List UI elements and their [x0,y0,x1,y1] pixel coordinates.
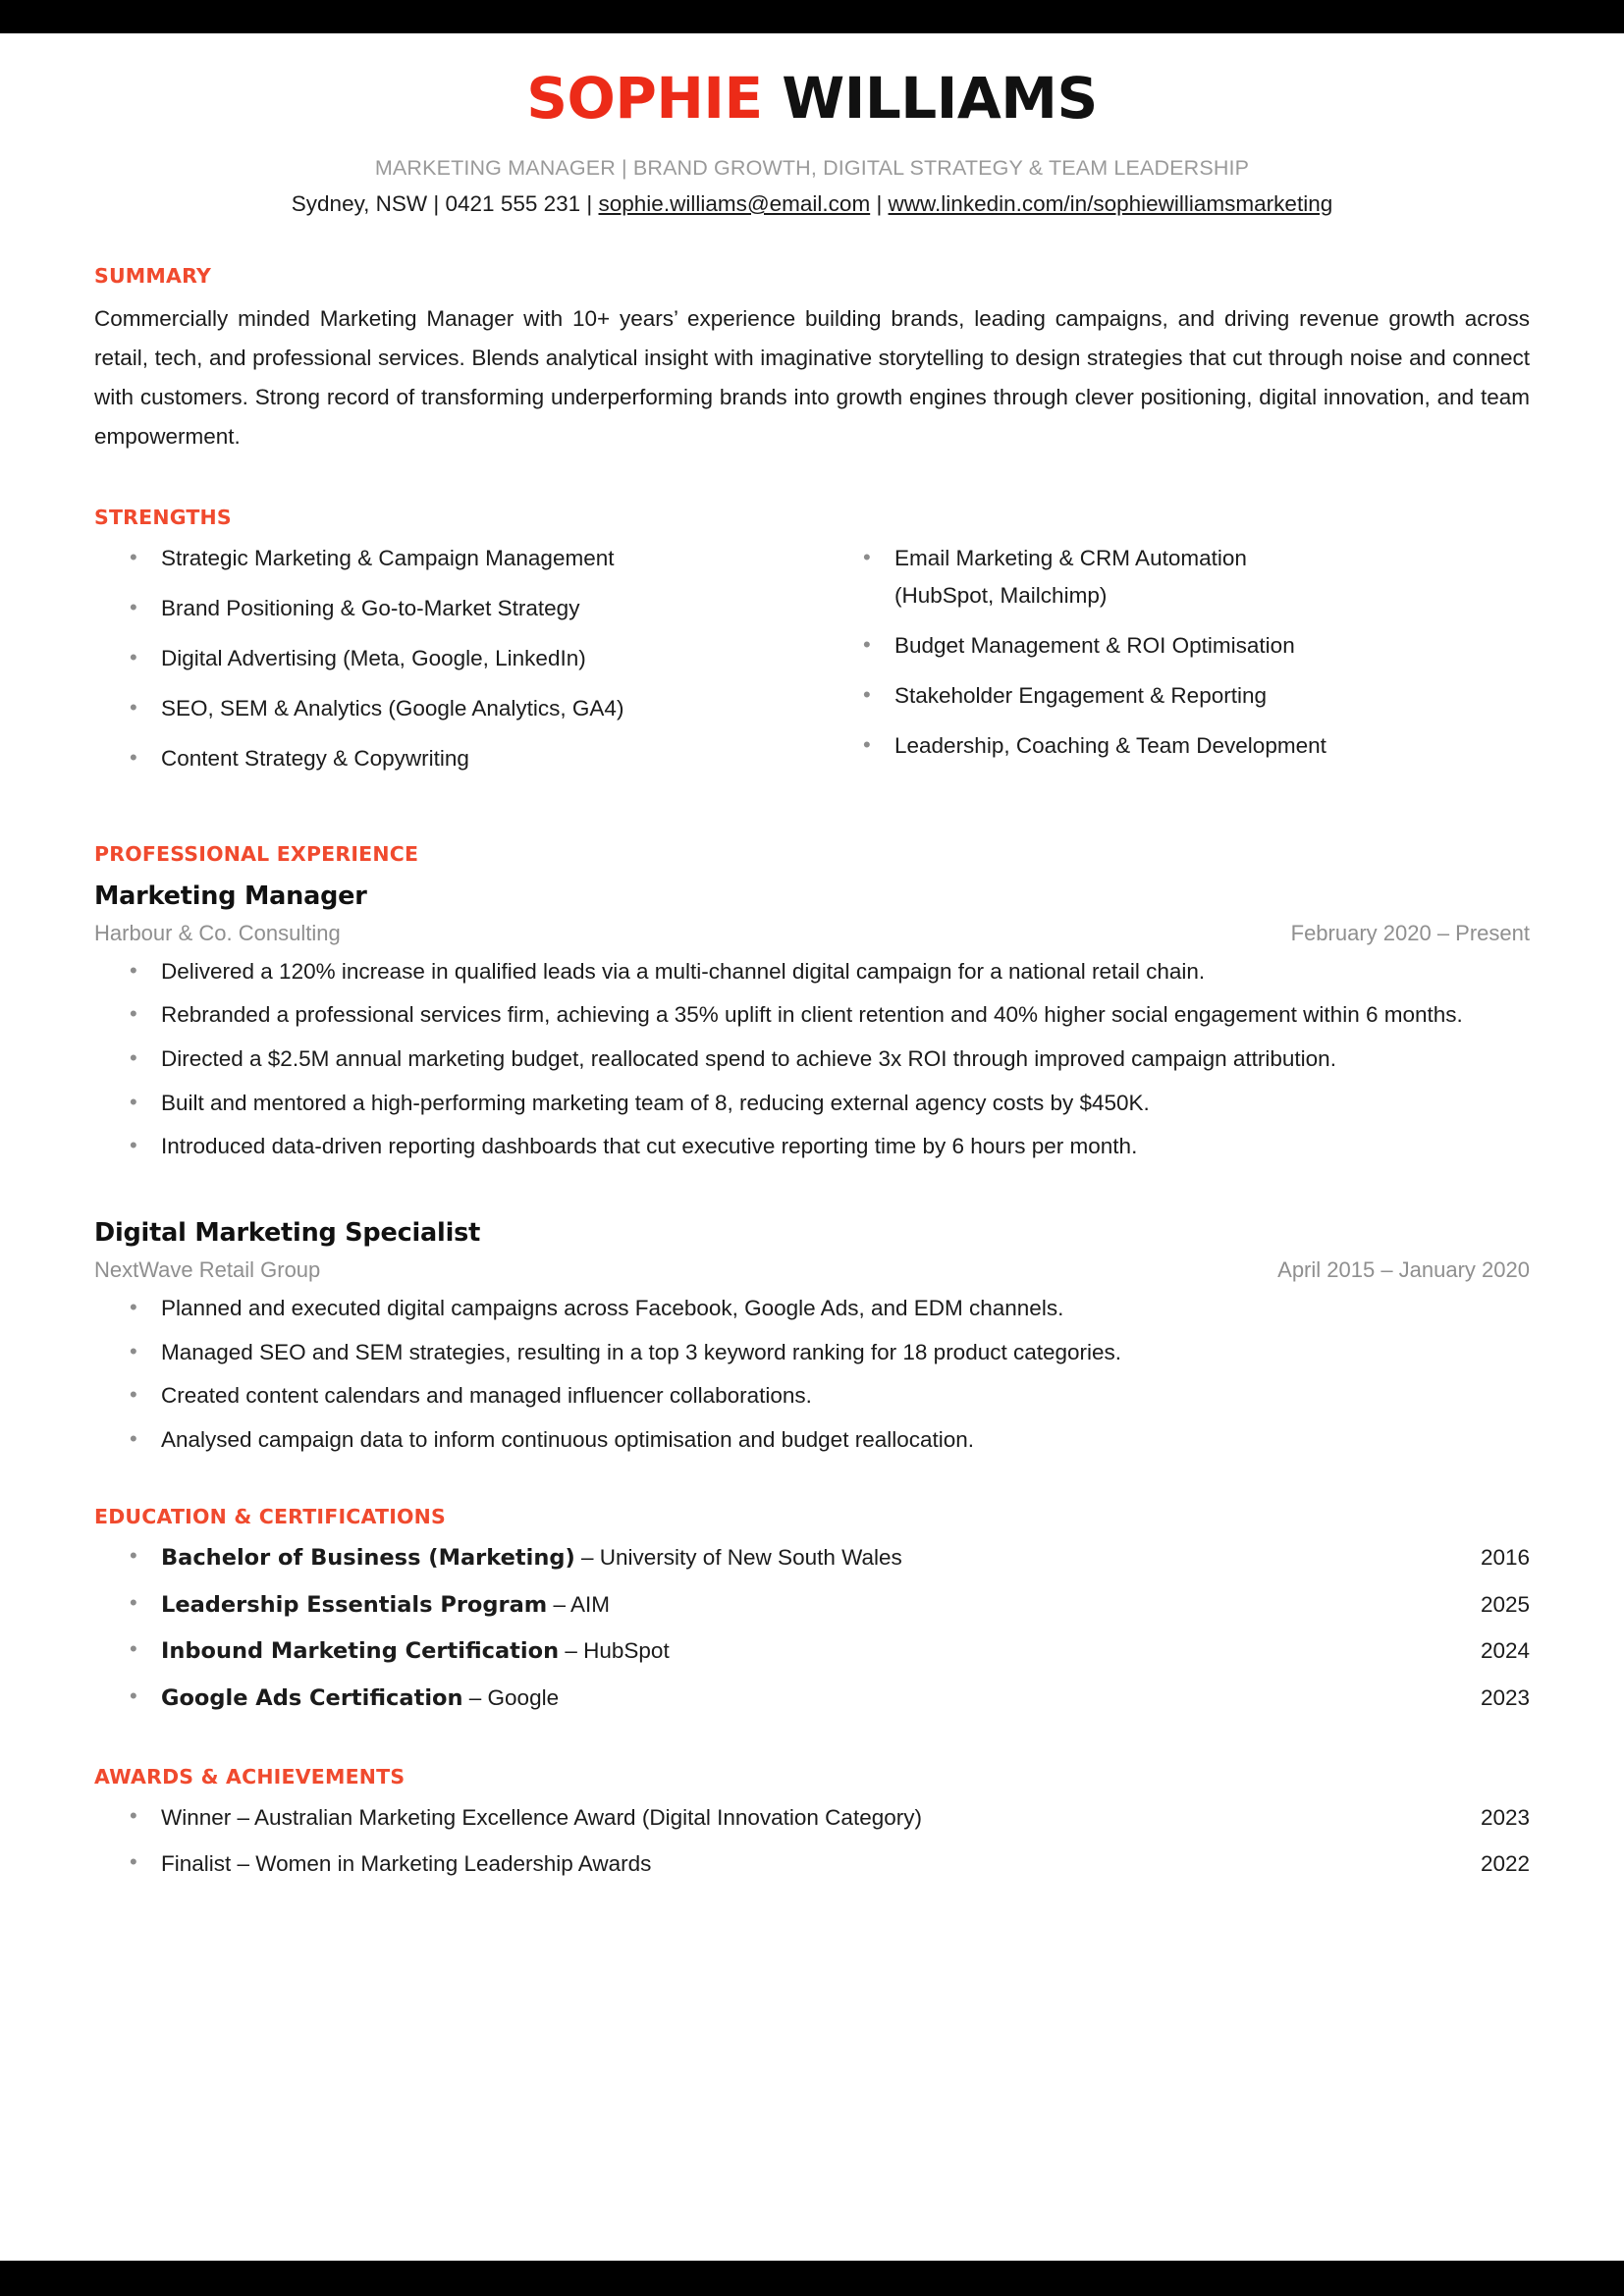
candidate-first-name: SOPHIE [526,65,763,132]
education-entry-label [161,1589,633,1622]
job-company: Harbour & Co. Consulting [94,920,341,945]
education-entry-bold: Google Ads Certification [161,1684,463,1711]
section-heading-education: EDUCATION & CERTIFICATIONS [94,1505,446,1529]
list-item: • SEO, SEM & Analytics (Google Analytics, GA4) [94,693,812,724]
list-item-continuation: (HubSpot, Mailchimp) [894,583,1108,609]
awards-list [94,1802,1530,1879]
job-company: NextWave Retail Group [94,1256,321,1282]
contact-email-link[interactable]: sophie.williams@email.com [598,190,871,216]
list-item: • Analysed campaign data to inform continuous optimisation and budget reallocation. [94,1424,1530,1457]
strengths-column-left [94,543,812,793]
list-item [94,1635,1530,1668]
candidate-name [94,65,1530,132]
education-entry-rest: – Google [462,1684,560,1710]
job-meta [94,921,1530,946]
list-item: • Rebranded a professional services firm, achieving a 35% uplift in client retention and 40% higher social engagement within 6 months. [94,999,1530,1032]
education-entry-bold: Leadership Essentials Program [161,1591,548,1618]
award-entry-text: Winner – Australian Marketing Excellence Award (Digital Innovation Category) [161,1805,922,1831]
list-item: • Directed a $2.5M annual marketing budget, reallocated spend to achieve 3x ROI through improved campaign attribution. [94,1043,1530,1076]
strengths-columns [94,543,1530,793]
experience-entry [94,1218,1530,1457]
professional-headline: MARKETING MANAGER | BRAND GROWTH, DIGITAL STRATEGY & TEAM LEADERSHIP [374,155,1250,180]
list-item: • Brand Positioning & Go-to-Market Strategy [94,593,812,624]
section-heading-summary: SUMMARY [94,263,211,288]
list-item [94,1682,1530,1715]
list-item: • Budget Management & ROI Optimisation [828,630,1530,662]
education-entry-rest: – University of New South Wales [574,1545,902,1571]
section-heading-experience: PROFESSIONAL EXPERIENCE [94,841,419,866]
education-entry-rest: – AIM [547,1591,610,1617]
education-entry-year: 2023 [1480,1684,1530,1710]
job-dates: April 2015 – January 2020 [1277,1256,1530,1282]
strengths-list-left [94,543,812,774]
section-heading-awards: AWARDS & ACHIEVEMENTS [94,1765,406,1789]
contact-phone: 0421 555 231 [445,190,581,216]
strengths-column-right [812,543,1530,793]
job-title: Digital Marketing Specialist [94,1217,481,1248]
education-entry-label [161,1542,926,1575]
experience-entry [94,881,1530,1163]
page-bottom-band [0,2261,1624,2296]
job-bullet-list [94,956,1530,1163]
list-item [94,1848,1530,1880]
list-item: • Introduced data-driven reporting dashboards that cut executive reporting time by 6 hours per month. [94,1131,1530,1163]
list-item [94,1589,1530,1622]
education-entry-label [161,1682,582,1715]
list-item: • Stakeholder Engagement & Reporting [828,680,1530,712]
contact-sep-3: | [870,190,889,216]
award-entry-year: 2023 [1480,1805,1530,1831]
education-entry-year: 2024 [1480,1638,1530,1664]
job-title: Marketing Manager [94,881,367,911]
list-item: • Digital Advertising (Meta, Google, LinkedIn) [94,643,812,674]
section-heading-strengths: STRENGTHS [94,506,232,530]
job-meta [94,1257,1530,1283]
page-top-band [0,0,1624,33]
strengths-list-right [828,543,1530,762]
education-list [94,1542,1530,1714]
contact-sep-2: | [580,190,599,216]
contact-linkedin-link[interactable]: www.linkedin.com/in/sophiewilliamsmarketing [888,190,1333,216]
list-item: • Strategic Marketing & Campaign Management [94,543,812,574]
list-item [94,1542,1530,1575]
resume-sheet [0,33,1624,2261]
list-item: • Created content calendars and managed influencer collaborations. [94,1380,1530,1413]
list-item: • Planned and executed digital campaigns across Facebook, Google Ads, and EDM channels. [94,1293,1530,1325]
list-item: • Email Marketing & CRM Automation [828,543,1530,574]
job-bullet-list [94,1293,1530,1457]
contact-sep-1: | [427,190,446,216]
job-dates: February 2020 – Present [1290,920,1530,945]
summary-text: Commercially minded Marketing Manager with 10+ years’ experience building brands, leading campaigns, and driving revenue growth across retail, tech, and professional services. Blends analytical insight with imaginative storytelling to design strategies that cut through noise and connect with customers. Strong record of transforming underperforming brands into growth engines through clever positioning, digital innovation, and team empowerment. [94,305,1530,450]
list-item: • Managed SEO and SEM strategies, resulting in a top 3 keyword ranking for 18 product categories. [94,1337,1530,1369]
education-entry-rest: – HubSpot [559,1638,670,1664]
award-entry-year: 2022 [1480,1850,1530,1876]
education-entry-bold: Inbound Marketing Certification [161,1638,560,1665]
education-entry-bold: Bachelor of Business (Marketing) [161,1545,575,1572]
award-entry-text: Finalist – Women in Marketing Leadership Awards [161,1850,652,1876]
list-item [94,1802,1530,1834]
list-item: • Built and mentored a high-performing marketing team of 8, reducing external agency costs by $450K. [94,1088,1530,1120]
list-item: • Leadership, Coaching & Team Development [828,730,1530,762]
education-entry-year: 2016 [1480,1545,1530,1571]
candidate-last-name: WILLIAMS [782,65,1098,132]
list-item: • Delivered a 120% increase in qualified leads via a multi-channel digital campaign for a national retail chain. [94,956,1530,988]
award-entry-label [161,1802,946,1834]
list-item: • Content Strategy & Copywriting [94,743,812,774]
education-entry-year: 2025 [1480,1591,1530,1617]
contact-location: Sydney, NSW [291,190,428,216]
contact-line [94,191,1530,217]
award-entry-label [161,1848,675,1880]
education-entry-label [161,1635,693,1668]
